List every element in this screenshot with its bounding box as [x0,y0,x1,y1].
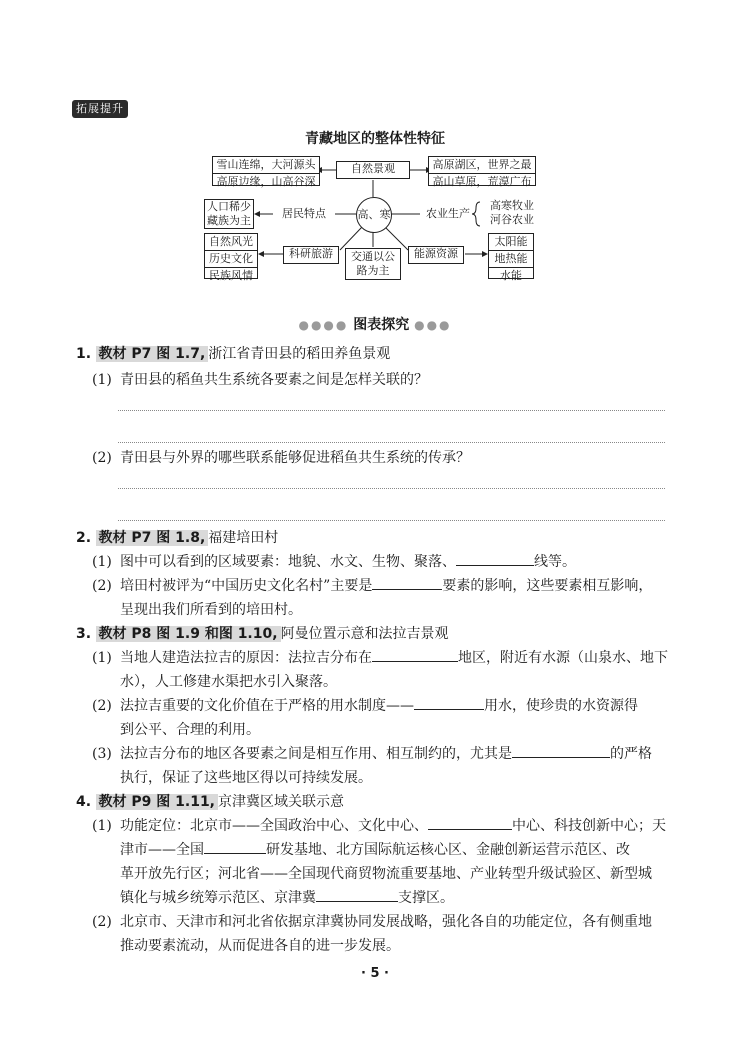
residents-left-line-1: 人口稀少 [207,200,251,213]
textbook-ref: 教材 P9 图 1.11, [96,794,218,810]
answer-line[interactable] [118,442,665,443]
natural-right-box [428,156,536,186]
diagram-title: 青藏地区的整体性特征 [305,131,445,147]
sub-text: 法拉吉重要的文化价值在于严格的用水制度—— [120,698,414,714]
fill-blank[interactable] [204,839,266,854]
sub-index: (1) [92,554,112,570]
sub-index: (1) [92,650,112,666]
sub-index: (2) [92,698,112,714]
agriculture-label: 农业生产 [426,207,470,220]
heading-dots-right: ●●● [414,318,452,332]
sub-text: 支撑区。 [398,890,454,906]
sub-text-continued: 革开放先行区；河北省——全国现代商贸物流重要基地、产业转型升级试验区、新型城 [120,866,652,882]
question-1-sub-1 [92,368,672,392]
tourism-left-line-3: 民族风情 [205,267,257,284]
fill-blank[interactable] [372,575,442,590]
page-number: · 5 · [361,966,389,981]
center-node: 高、寒 [356,197,392,233]
agriculture-right [484,199,540,227]
sub-text-continued [92,886,672,910]
question-3-sub-2 [92,694,672,742]
sub-index: (3) [92,746,112,762]
question-4-title [76,792,344,812]
sub-text: 线等。 [534,554,576,570]
sub-text-continued: 执行，保证了这些地区得以可持续发展。 [120,770,372,786]
transport-line-2: 路为主 [356,264,390,277]
sub-text: 青田县与外界的哪些联系能够促进稻鱼共生系统的传承？ [120,450,470,466]
sub-text: 研发基地、北方国际航运核心区、金融创新运营示范区、改 [266,842,630,858]
question-topic: 京津冀区域关联示意 [218,794,344,810]
sub-text-continued [92,838,672,862]
question-number: 3. [76,626,92,642]
fill-blank[interactable] [372,647,458,662]
sub-text: 中心、科技创新中心；天 [512,818,666,834]
question-number: 2. [76,530,92,546]
sub-text: 当地人建造法拉吉的原因：法拉吉分布在 [120,650,372,666]
sub-text: 的严格 [610,746,652,762]
energy-right-line-1: 太阳能 [494,235,528,248]
residents-label: 居民特点 [282,207,326,220]
answer-line[interactable] [118,488,665,489]
question-3-title [76,624,449,644]
transport-box [345,248,401,280]
answer-line[interactable] [118,520,665,521]
sub-text-continued: 呈现出我们所看到的培田村。 [120,602,302,618]
fill-blank[interactable] [316,887,398,902]
fill-blank[interactable] [512,743,610,758]
energy-right-line-3: 水能 [489,267,533,284]
textbook-ref: 教材 P7 图 1.8, [96,530,209,546]
sub-text: 地区，附近有水源（山泉水、地下 [458,650,668,666]
agriculture-right-line-1: 高寒牧业 [490,199,534,212]
sub-text: 北京市、天津市和河北省依据京津冀协同发展战略，强化各自的功能定位，各有侧重地 [120,914,652,930]
energy-box: 能源资源 [408,246,464,264]
fill-blank[interactable] [456,551,534,566]
question-2-title [76,528,278,548]
sub-text: 法拉吉分布的地区各要素之间是相互作用、相互制约的，尤其是 [120,746,512,762]
natural-right-line-2: 高山草原，荒漠广布 [429,173,535,190]
sub-text: 图中可以看到的区域要素：地貌、水文、生物、聚落、 [120,554,456,570]
question-1-title [76,344,390,364]
heading-text: 图表探究 [353,317,410,333]
question-4-sub-2 [92,910,672,958]
fill-blank[interactable] [414,695,484,710]
sub-text-continued: 到公平、合理的利用。 [120,722,260,738]
sub-index: (2) [92,578,112,594]
textbook-ref: 教材 P8 图 1.9 和图 1.10, [96,626,281,642]
sub-index: (2) [92,450,112,466]
sub-text: 功能定位：北京市——全国政治中心、文化中心、 [120,818,428,834]
heading-dots-left: ●●●● [298,318,349,332]
question-2-sub-1 [92,550,672,574]
residents-left-line-2: 藏族为主 [207,214,251,227]
question-4-sub-1 [92,814,672,910]
tourism-left-line-2: 历史文化 [205,250,257,267]
sub-text: 镇化与城乡统筹示范区、京津冀 [120,890,316,906]
section-badge: 拓展提升 [72,100,128,118]
natural-left-line-1: 雪山连绵，大河源头 [216,158,316,171]
natural-left-box [212,156,320,186]
question-number: 4. [76,794,92,810]
natural-right-line-1: 高原湖区，世界之最 [432,158,532,171]
question-number: 1. [76,346,92,362]
question-1-sub-2 [92,446,672,470]
sub-text-continued: 水），人工修建水渠把水引入聚落。 [120,674,337,690]
tourism-box: 科研旅游 [283,246,339,264]
sub-text: 津市——全国 [120,842,204,858]
natural-box: 自然景观 [336,161,410,179]
question-3-sub-1 [92,646,672,694]
residents-left-box [204,199,254,229]
textbook-ref: 教材 P7 图 1.7, [96,346,209,362]
energy-right-box [488,233,534,282]
question-2-sub-2 [92,574,672,622]
sub-text: 用水，使珍贵的水资源得 [484,698,638,714]
sub-index: (2) [92,914,112,930]
sub-text: 要素的影响，这些要素相互影响， [442,578,653,594]
sub-text: 培田村被评为“中国历史文化名村”主要是 [120,578,373,594]
question-topic: 福建培田村 [208,530,279,546]
tourism-left-line-1: 自然风光 [209,235,253,248]
answer-line[interactable] [118,410,665,411]
sub-index: (1) [92,818,112,834]
question-3-sub-3 [92,742,672,790]
fill-blank[interactable] [428,815,512,830]
energy-right-line-2: 地热能 [489,250,533,267]
sub-text: 青田县的稻鱼共生系统各要素之间是怎样关联的？ [120,372,428,388]
question-topic: 阿曼位置示意和法拉吉景观 [280,626,449,642]
natural-left-line-2: 高原边缘，山高谷深 [213,173,319,190]
transport-line-1: 交通以公 [351,250,395,263]
sub-index: (1) [92,372,112,388]
sub-text-continued: 推动要素流动，从而促进各自的进一步发展。 [120,938,400,954]
agriculture-right-line-2: 河谷农业 [490,213,534,226]
tourism-left-box [204,233,258,282]
question-topic: 浙江省青田县的稻田养鱼景观 [208,346,391,362]
section-heading [0,314,750,334]
